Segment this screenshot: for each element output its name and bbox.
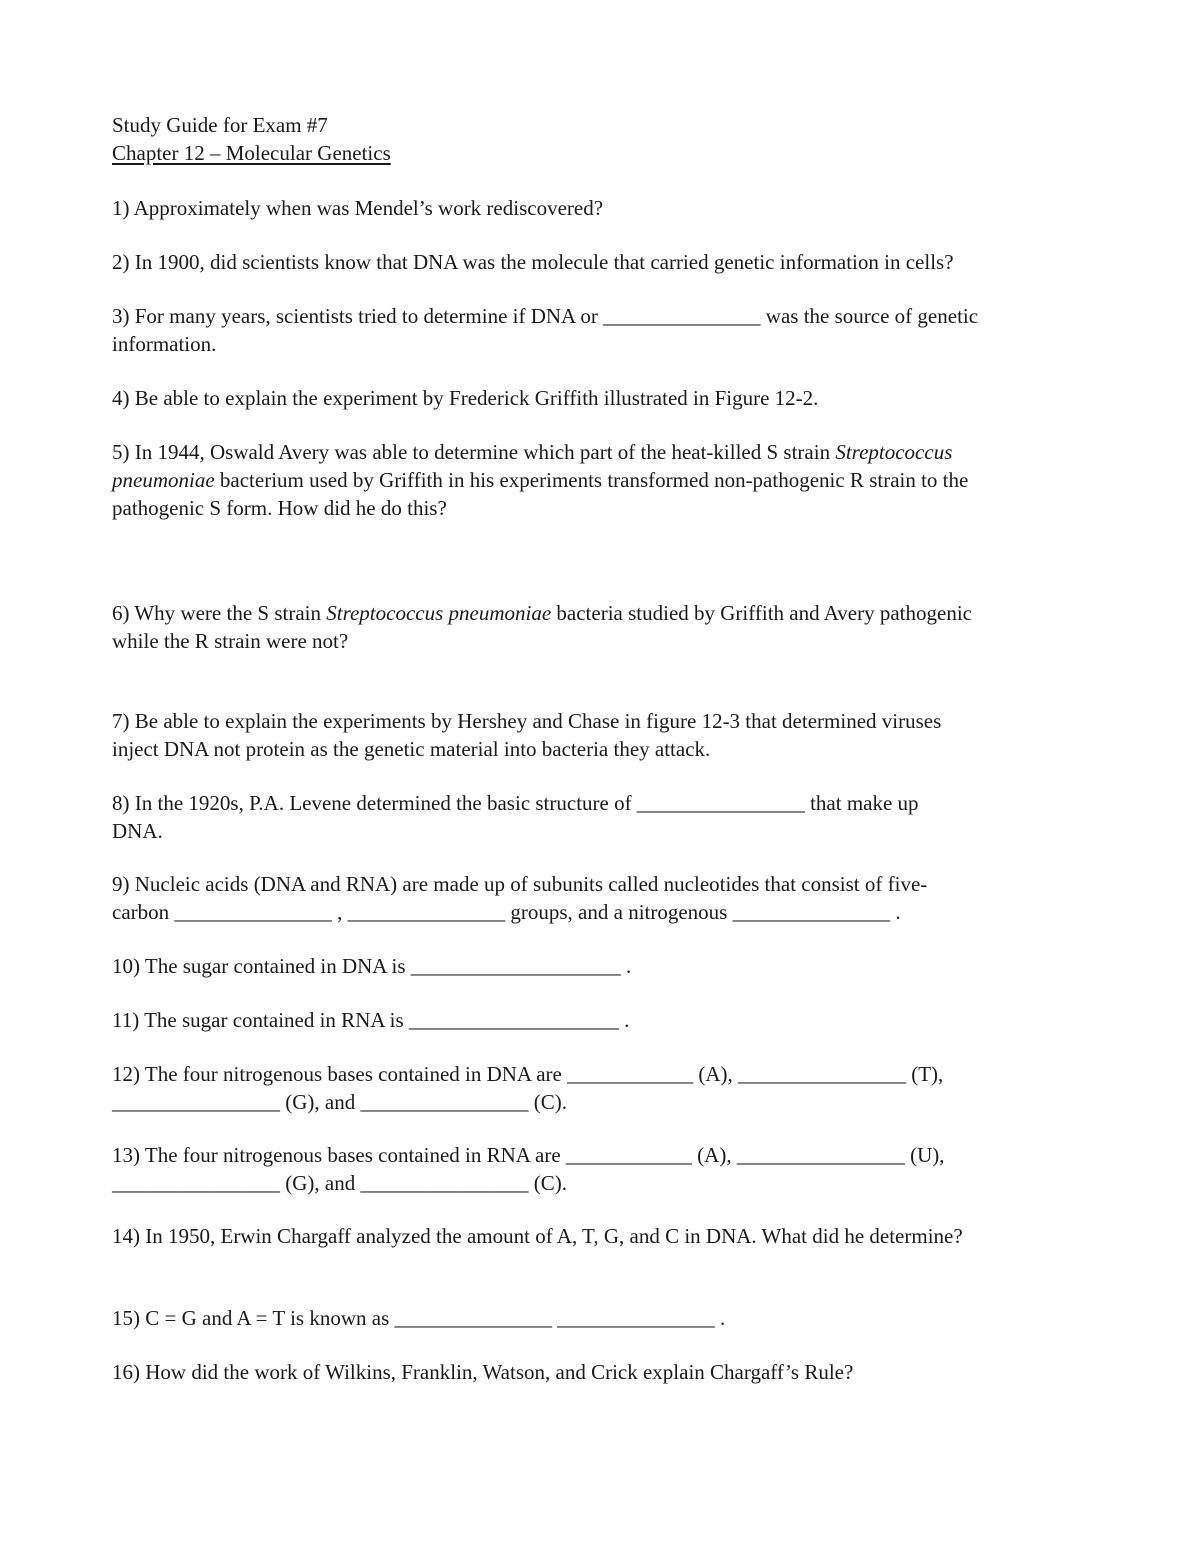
question-6-cont: while the R strain were not? bbox=[112, 629, 349, 653]
question-7: 7) Be able to explain the experiments by Hershey and Chase in figure 12-3 that determined viruses bbox=[112, 709, 942, 733]
question-13: 13) The four nitrogenous bases contained in RNA are ____________ (A), ________________ (U), bbox=[112, 1143, 945, 1167]
question-8-cont: DNA. bbox=[112, 819, 163, 843]
question-14: 14) In 1950, Erwin Chargaff analyzed the amount of A, T, G, and C in DNA. What did he determine? bbox=[112, 1224, 963, 1248]
question-5-cont-2: pathogenic S form. How did he do this? bbox=[112, 496, 447, 520]
question-3-cont: information. bbox=[112, 332, 217, 356]
question-8: 8) In the 1920s, P.A. Levene determined the basic structure of ________________ that make up bbox=[112, 791, 919, 815]
question-3: 3) For many years, scientists tried to determine if DNA or _______________ was the source of genetic bbox=[112, 304, 979, 328]
question-2: 2) In 1900, did scientists know that DNA was the molecule that carried genetic information in cells? bbox=[112, 250, 954, 274]
question-9-cont: carbon _______________ , _______________ groups, and a nitrogenous _______________ . bbox=[112, 900, 901, 924]
question-13-cont: ________________ (G), and ________________ (C). bbox=[112, 1171, 567, 1195]
question-10: 10) The sugar contained in DNA is ____________________ . bbox=[112, 954, 632, 978]
question-5: 5) In 1944, Oswald Avery was able to determine which part of the heat-killed S strain Streptococcus bbox=[112, 440, 953, 464]
document-title: Study Guide for Exam #7 bbox=[112, 113, 328, 137]
question-15: 15) C = G and A = T is known as _______________ _______________ . bbox=[112, 1306, 726, 1330]
question-6: 6) Why were the S strain Streptococcus pneumoniae bacteria studied by Griffith and Avery pathogenic bbox=[112, 601, 972, 625]
question-5-cont: pneumoniae bacterium used by Griffith in his experiments transformed non-pathogenic R strain to the bbox=[112, 468, 969, 492]
question-4: 4) Be able to explain the experiment by Frederick Griffith illustrated in Figure 12-2. bbox=[112, 386, 819, 410]
question-7-cont: inject DNA not protein as the genetic material into bacteria they attack. bbox=[112, 737, 711, 761]
question-12-cont: ________________ (G), and ________________ (C). bbox=[112, 1090, 567, 1114]
question-16: 16) How did the work of Wilkins, Franklin, Watson, and Crick explain Chargaff’s Rule? bbox=[112, 1360, 854, 1384]
question-1: 1) Approximately when was Mendel’s work rediscovered? bbox=[112, 196, 604, 220]
question-9: 9) Nucleic acids (DNA and RNA) are made up of subunits called nucleotides that consist of five- bbox=[112, 872, 928, 896]
question-11: 11) The sugar contained in RNA is ____________________ . bbox=[112, 1008, 630, 1032]
chapter-heading: Chapter 12 – Molecular Genetics bbox=[112, 141, 391, 165]
question-12: 12) The four nitrogenous bases contained in DNA are ____________ (A), ________________ (T), bbox=[112, 1062, 944, 1086]
